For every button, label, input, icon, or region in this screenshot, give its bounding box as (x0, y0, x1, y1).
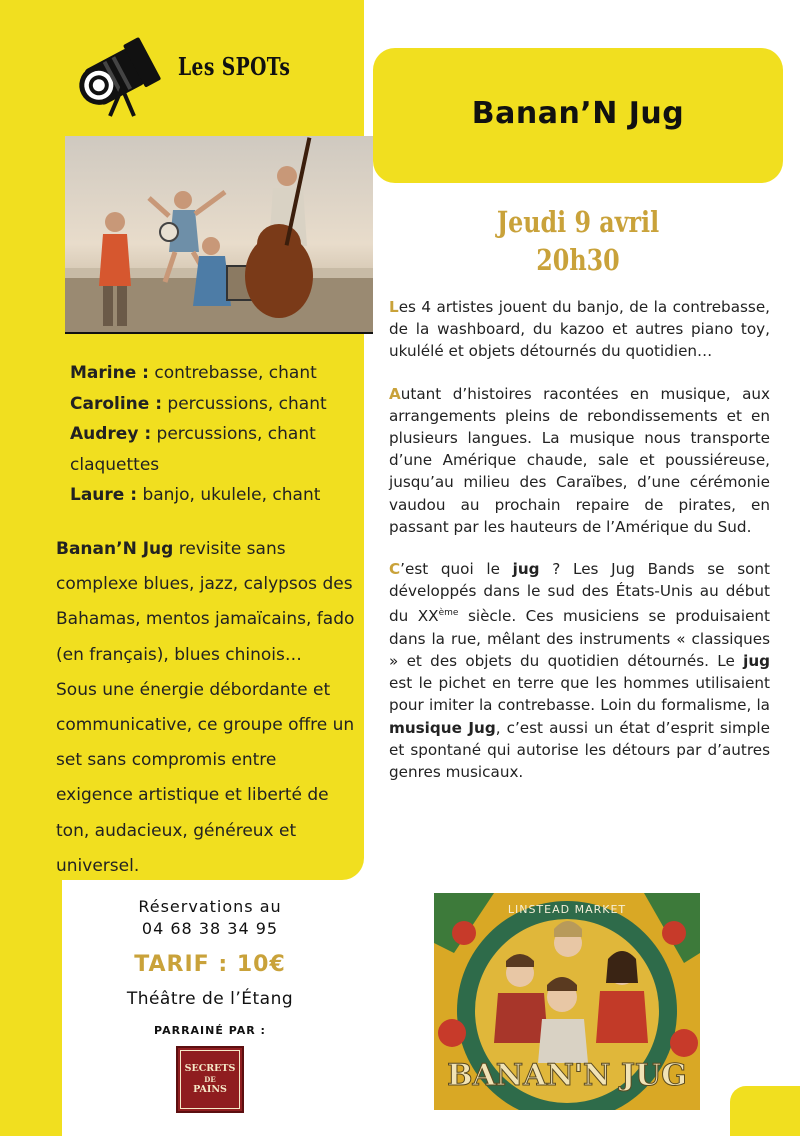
phone-number[interactable]: 04 68 38 34 95 (141, 919, 279, 938)
paragraph-stories: Autant d’histoires racontées en musique, aux arrangements pleins de rebondissements et en plusieurs langues. La musique nous transporte d’une Amérique chaude, sale et poussiéreuse, jusqu’au milieu des Caraïbes, d’une cérémonie vaudou au prochain repaire de pirates, en passant par les hauteurs de l’Amérique du Sud. (389, 384, 770, 536)
album-cover (434, 893, 700, 1110)
price: TARIF : 10€ (134, 952, 286, 977)
reservation-info (90, 896, 330, 940)
date-day: Jeudi 9 avril (496, 205, 660, 239)
band-description: Banan’N Jug revisite sans complexe blues, jazz, calypsos des Bahamas, mentos jamaïcains, fado (en français), blues chinois… Sous une énergie débordante et communicative, ce groupe offre un set sans compromis entre exigence artistique et liberté de ton, audacieux, généreux et universel. (56, 539, 355, 876)
member-item: Marine : contrebasse, chant (70, 363, 317, 383)
member-item: Audrey : percussions, chant claquettes (70, 424, 316, 475)
album-label: LINSTEAD MARKET (507, 903, 627, 916)
spotlight-icon (70, 28, 170, 120)
venue: Théâtre de l’Étang (126, 989, 294, 1009)
sponsor-label: PARRAINÉ PAR : (154, 1024, 266, 1037)
corner-tab (730, 1086, 800, 1136)
paragraph-instruments: Les 4 artistes jouent du banjo, de la contrebasse, de la washboard, du kazoo et autres piano toy, ukulélé et objets détournés du quotidien… (389, 298, 770, 361)
member-list (70, 358, 360, 511)
band-photo (65, 136, 373, 332)
body-text (389, 296, 770, 803)
event-title: Banan’N Jug (471, 96, 685, 131)
event-date (378, 203, 778, 279)
sponsor-logo: SECRETS DE PAINS (176, 1046, 244, 1113)
album-title: BANAN'N JUG (447, 1058, 687, 1093)
reservation-label: Réservations au (138, 897, 282, 916)
photo-underline (65, 332, 373, 334)
member-item: Laure : banjo, ukulele, chant (70, 485, 321, 505)
paragraph-jug: C’est quoi le jug ? Les Jug Bands se sont développés dans le sud des États-Unis au début du XXème siècle. Ces musiciens se produisaient dans la rue, mêlant des instruments « classiques » et des objets du quotidien détournés. Le jug est le pichet en terre que les hommes utilisaient pour imiter la contrebasse. Loin du formalisme, la musique Jug, c’est aussi un état d’esprit simple et spontané qui autorise les détours par d’autres genres musicaux. (389, 560, 771, 781)
yellow-strip (0, 870, 62, 1136)
member-item: Caroline : percussions, chant (70, 393, 327, 414)
brand-name: Les SPOTs (178, 52, 291, 81)
date-time: 20h30 (536, 243, 620, 277)
